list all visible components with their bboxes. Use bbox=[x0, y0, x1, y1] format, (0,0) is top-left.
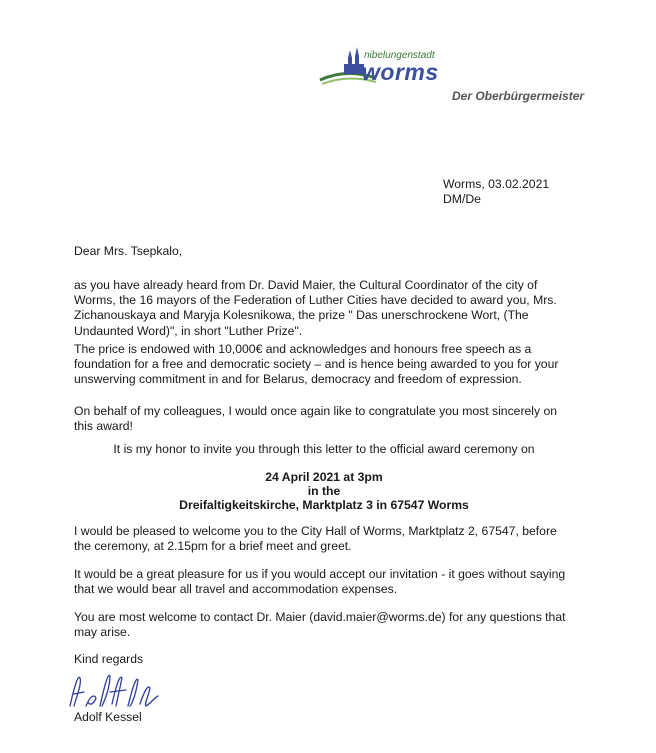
paragraph-2: The price is endowed with 10,000€ and acknowledges and honours free speech as a foundation for a free and democratic society – and is hence being awarded to you for your unswerving commitment in and for Belarus, democracy and freedom of expression. bbox=[74, 342, 559, 387]
letter-meta bbox=[443, 177, 549, 207]
invitation-line: It is my honor to invite you through this letter to the official award ceremony on bbox=[113, 442, 535, 456]
paragraph-3: On behalf of my colleagues, I would once again like to congratulate you most sincerely on this award! bbox=[74, 404, 558, 434]
paragraph-6: You are most welcome to contact Dr. Maier (david.maier@worms.de) for any questions that may arise. bbox=[74, 610, 566, 640]
salutation: Dear Mrs. Tsepkalo, bbox=[74, 244, 183, 258]
event-place: Dreifaltigkeitskirche, Marktplatz 3 in 67547 Worms bbox=[179, 498, 469, 512]
closing: Kind regards bbox=[74, 652, 144, 666]
logo-subtitle: nibelungenstadt bbox=[364, 50, 435, 61]
paragraph-4: I would be pleased to welcome you to the City Hall of Worms, Marktplatz 2, 67547, before the ceremony, at 2.15pm for a brief meet and greet. bbox=[74, 524, 557, 554]
handwritten-signature bbox=[64, 668, 164, 712]
event-date: 24 April 2021 at 3pm bbox=[265, 470, 383, 484]
reference-code: DM/De bbox=[443, 192, 481, 206]
office-title: Der Oberbürgermeister bbox=[452, 89, 585, 103]
paragraph-1: as you have already heard from Dr. David Maier, the Cultural Coordinator of the city of Worms, the 16 mayors of the Federation of Luther Cities have decided to award you, Mrs. Zichanouskaya and Maryja Kolesnikowa, the prize " Das unerschrockene Wort, (The Undaunted Word)", in short "Luther Prize". bbox=[74, 278, 557, 338]
city-logo bbox=[318, 44, 468, 88]
paragraph-5: It would be a great pleasure for us if you would accept our invitation - it goes without saying that we would bear all travel and accommodation expenses. bbox=[74, 567, 566, 597]
place-date: Worms, 03.02.2021 bbox=[443, 177, 550, 191]
signer-name: Adolf Kessel bbox=[74, 710, 142, 724]
event-in: in the bbox=[307, 484, 341, 498]
logo-title: worms bbox=[362, 59, 439, 85]
